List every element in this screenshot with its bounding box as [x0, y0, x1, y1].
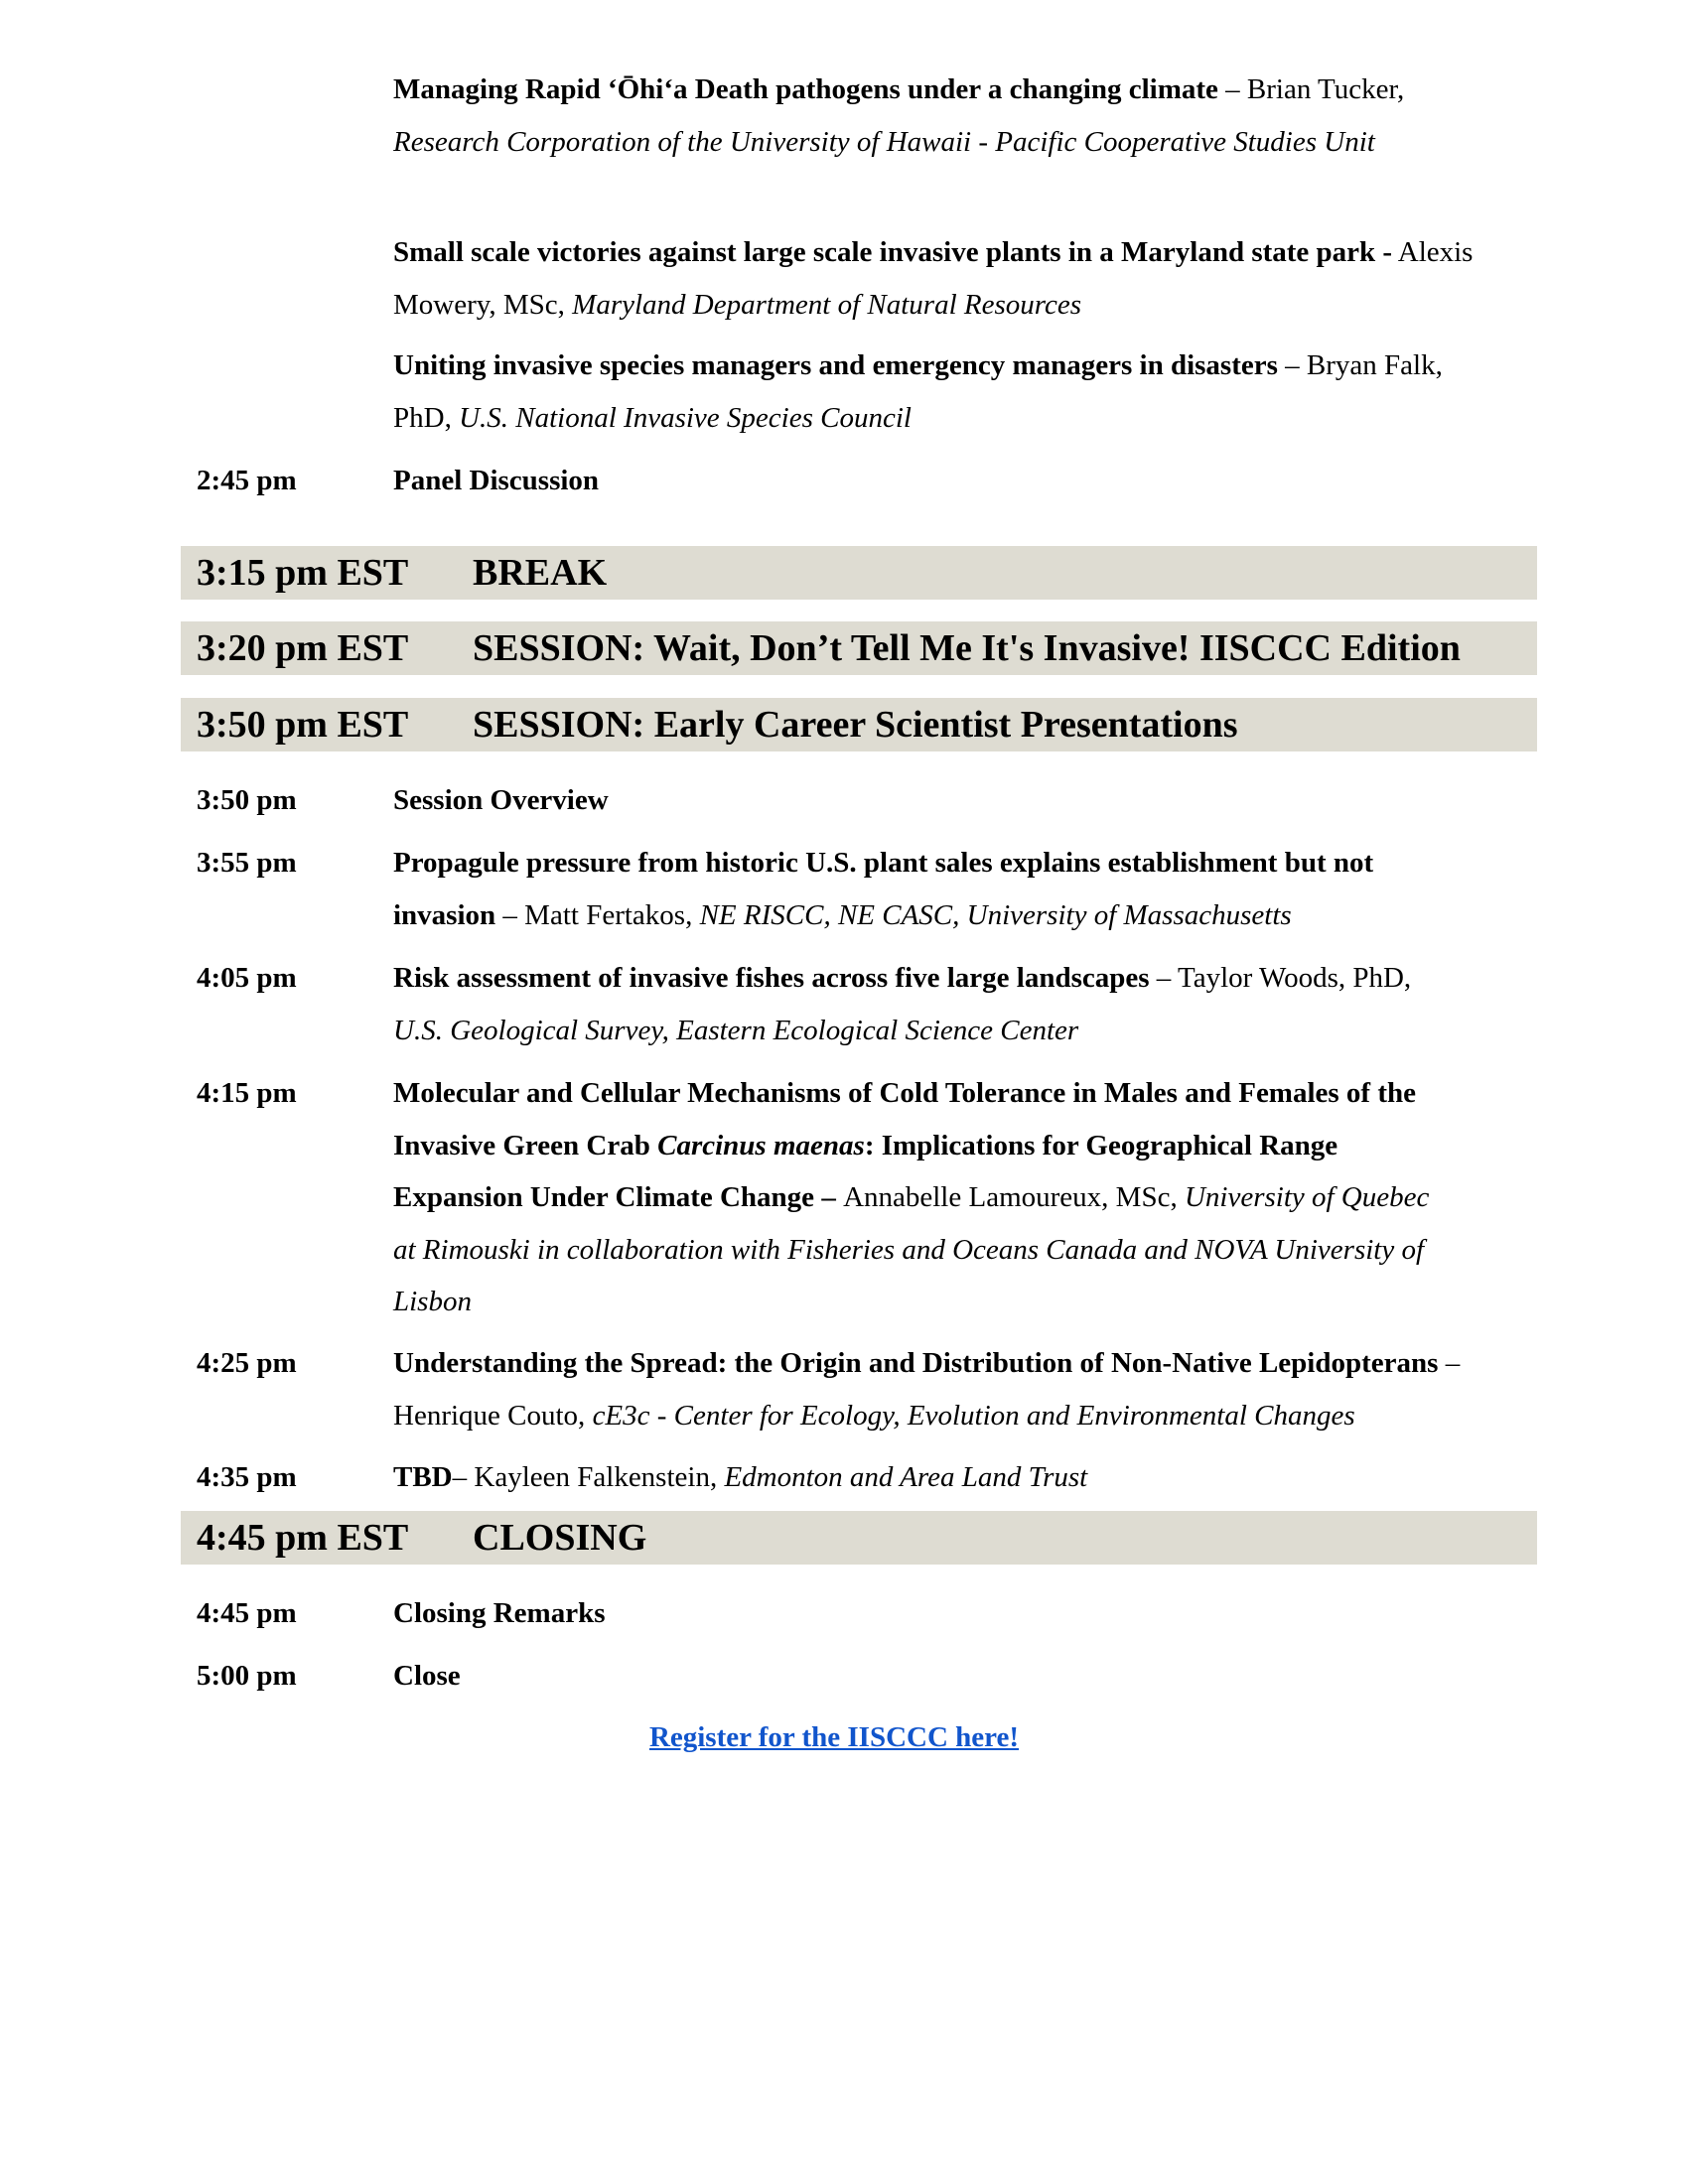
agenda-time: 4:05 pm	[197, 962, 297, 994]
talk-affiliation: Research Corporation of the University of Hawaii - Pacific Cooperative Studies Unit	[393, 125, 1375, 158]
section-time: 3:50 pm EST	[197, 704, 409, 746]
agenda-time: 4:35 pm	[197, 1461, 297, 1493]
agenda-time: 3:55 pm	[197, 847, 297, 879]
talk-affiliation: cE3c - Center for Ecology, Evolution and Environmental Changes	[592, 1399, 1355, 1432]
talk-text: Risk assessment of invasive fishes across five large landscapes – Taylor Woods, PhD, U.S. Geological Survey, Eastern Ecological Science Center	[393, 962, 1412, 1046]
talk-text	[393, 1067, 1446, 1328]
agenda-time: 2:45 pm	[197, 465, 297, 496]
talk-speaker: Matt Fertakos,	[524, 898, 700, 931]
talk-affiliation: U.S. National Invasive Species Council	[459, 401, 912, 434]
section-band-wait-dont-tell-me	[181, 621, 1537, 675]
section-title: BREAK	[473, 552, 608, 594]
talk-speaker: Henrique Couto,	[393, 1399, 593, 1432]
agenda-title: Session Overview	[393, 784, 609, 816]
talk-title: Propagule pressure from historic U.S. plant sales explains establishment but not invasion	[393, 847, 1374, 931]
section-band-early-career	[181, 698, 1537, 751]
talk-title: TBD	[393, 1461, 453, 1493]
section-time: 3:15 pm EST	[197, 552, 409, 594]
talk-title: Molecular and Cellular Mechanisms of Cold Tolerance in Males and Females of the Invasive Green Crab Carcinus maenas: Implications for Geographical Range Expansion Under Climate Change –	[393, 1077, 1416, 1213]
section-band-break	[181, 546, 1537, 600]
register-link[interactable]: Register for the IISCCC here!	[648, 1721, 1020, 1753]
talk-affiliation: Maryland Department of Natural Resources	[572, 288, 1081, 321]
talk-title: Understanding the Spread: the Origin and Distribution of Non-Native Lepidopterans	[393, 1347, 1439, 1379]
agenda-title: Panel Discussion	[393, 465, 600, 496]
section-band-closing	[181, 1511, 1537, 1565]
register-link-container	[0, 1717, 1668, 1757]
talk-text: TBD– Kayleen Falkenstein, Edmonton and Area Land Trust	[393, 1461, 1088, 1493]
talk-speaker: Taylor Woods, PhD,	[1178, 962, 1412, 994]
talk-affiliation: NE RISCC, NE CASC, University of Massachusetts	[699, 898, 1292, 931]
section-title: SESSION: Wait, Don’t Tell Me It's Invasive! IISCCC Edition	[473, 627, 1461, 669]
species-name: Carcinus maenas	[657, 1129, 865, 1161]
talk-affiliation: Edmonton and Area Land Trust	[724, 1461, 1088, 1493]
agenda-time: 4:15 pm	[197, 1077, 297, 1109]
talk-text: Understanding the Spread: the Origin and Distribution of Non-Native Lepidopterans – Henrique Couto, cE3c - Center for Ecology, Evolution and Environmental Changes	[393, 1347, 1461, 1432]
talk-title: Managing Rapid ‘Ōhi‘a Death pathogens under a changing climate	[393, 73, 1218, 105]
section-time: 4:45 pm EST	[197, 1517, 409, 1559]
agenda-time: 4:45 pm	[197, 1597, 297, 1629]
talk-speaker: Bryan Falk, PhD,	[393, 349, 1443, 434]
talk-text: Managing Rapid ‘Ōhi‘a Death pathogens under a changing climate – Brian Tucker, Research Corporation of the University of Hawaii - Pacific Cooperative Studies Unit	[393, 73, 1405, 158]
section-title: CLOSING	[473, 1517, 647, 1559]
talk-speaker: Brian Tucker,	[1246, 73, 1405, 105]
talk-affiliation: U.S. Geological Survey, Eastern Ecological Science Center	[393, 1014, 1079, 1046]
talk-title: Risk assessment of invasive fishes across five large landscapes	[393, 962, 1150, 994]
talk-speaker: Annabelle Lamoureux, MSc,	[843, 1181, 1185, 1213]
talk-text: Uniting invasive species managers and emergency managers in disasters – Bryan Falk, PhD, U.S. National Invasive Species Council	[393, 349, 1443, 434]
agenda-time: 3:50 pm	[197, 784, 297, 816]
section-time: 3:20 pm EST	[197, 627, 409, 669]
talk-text: Propagule pressure from historic U.S. plant sales explains establishment but not invasion – Matt Fertakos, NE RISCC, NE CASC, University of Massachusetts	[393, 847, 1374, 931]
talk-affiliation: University of Quebec at Rimouski in collaboration with Fisheries and Oceans Canada and NOVA University of Lisbon	[393, 1181, 1430, 1317]
talk-title: Uniting invasive species managers and emergency managers in disasters	[393, 349, 1278, 381]
agenda-time: 4:25 pm	[197, 1347, 297, 1379]
section-title: SESSION: Early Career Scientist Presentations	[473, 704, 1238, 746]
talk-speaker: Kayleen Falkenstein,	[474, 1461, 725, 1493]
agenda-title: Closing Remarks	[393, 1597, 606, 1629]
talk-text	[393, 226, 1535, 331]
talk-title: Small scale victories against large scale invasive plants in a Maryland state park -	[393, 236, 1393, 268]
talk-speaker: Alexis Mowery, MSc,	[393, 236, 1474, 321]
agenda-time: 5:00 pm	[197, 1660, 297, 1692]
agenda-title: Close	[393, 1660, 461, 1692]
